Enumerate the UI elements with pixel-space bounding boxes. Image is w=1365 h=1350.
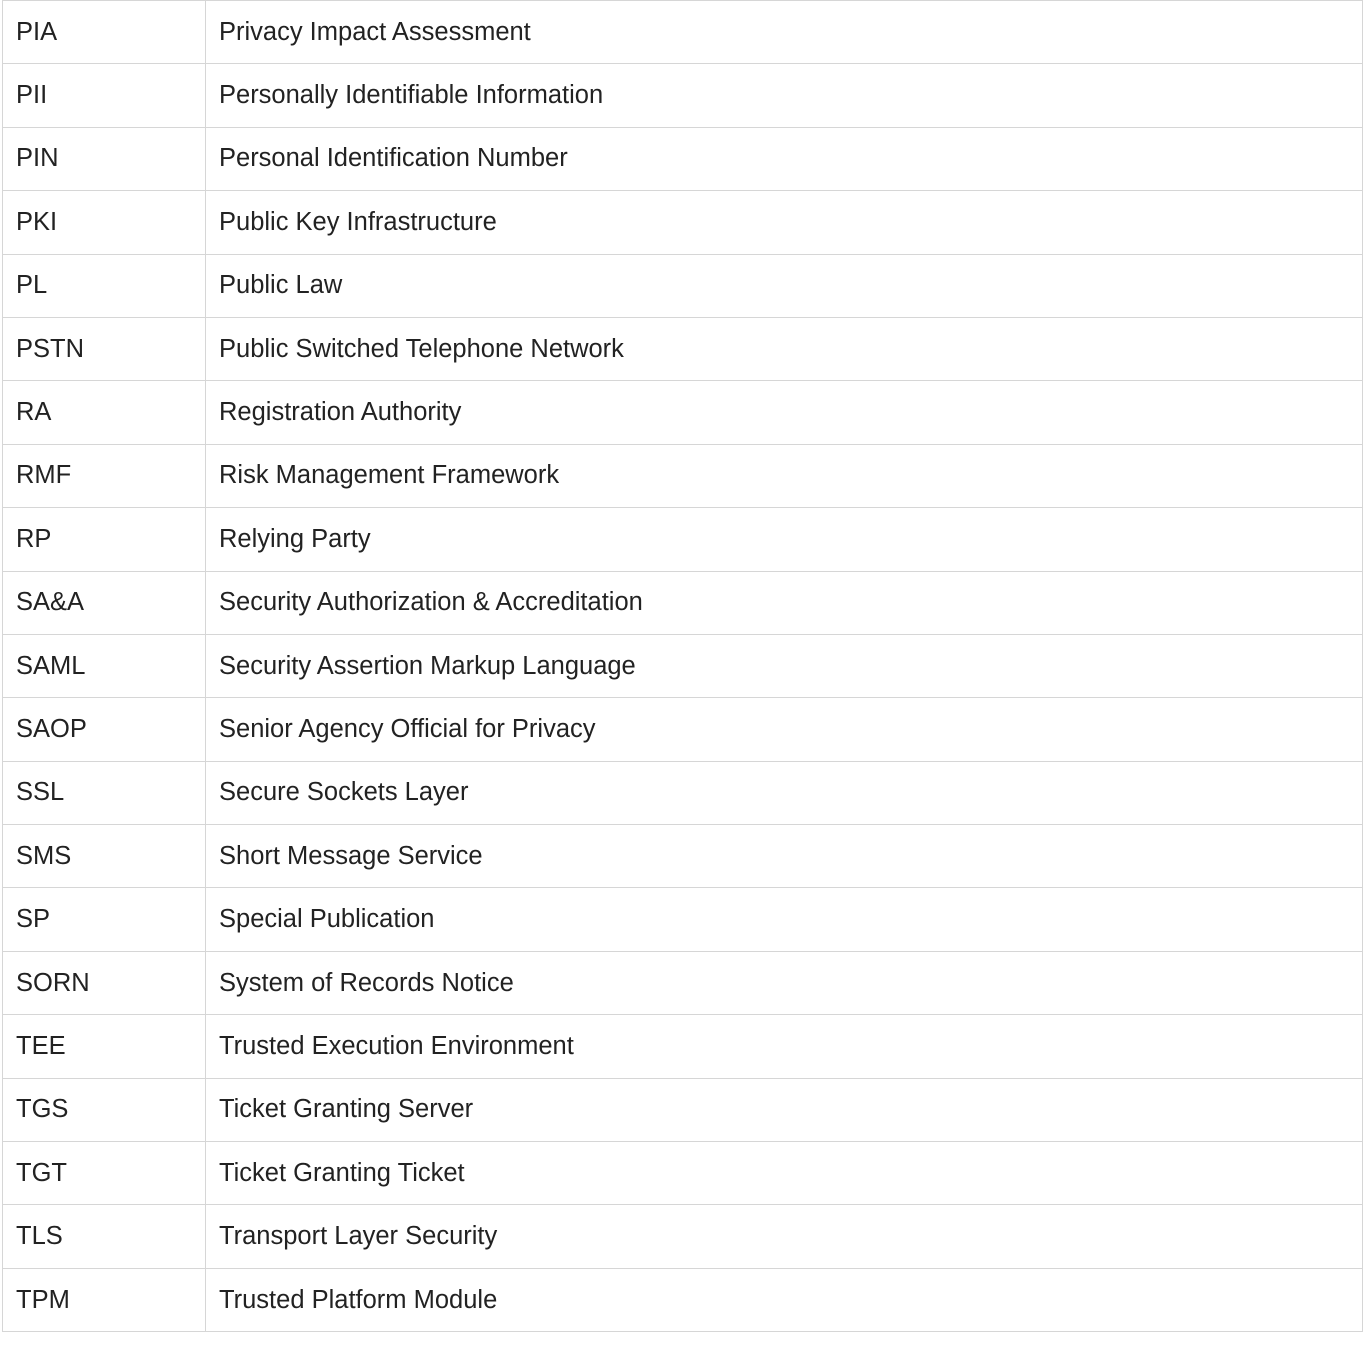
acronym-cell: PL — [3, 254, 206, 317]
table-row — [3, 1, 1363, 64]
table-row — [3, 1205, 1363, 1268]
acronym-cell: TLS — [3, 1205, 206, 1268]
table-row — [3, 761, 1363, 824]
table-row — [3, 698, 1363, 761]
definition-cell: Public Switched Telephone Network — [206, 317, 1363, 380]
table-row — [3, 1015, 1363, 1078]
acronym-cell: SMS — [3, 825, 206, 888]
table-row — [3, 127, 1363, 190]
definition-cell: Special Publication — [206, 888, 1363, 951]
table-row — [3, 1078, 1363, 1141]
acronym-cell: SSL — [3, 761, 206, 824]
acronym-cell: PSTN — [3, 317, 206, 380]
definition-cell: Senior Agency Official for Privacy — [206, 698, 1363, 761]
table-row — [3, 888, 1363, 951]
table-row — [3, 64, 1363, 127]
acronym-cell: PIN — [3, 127, 206, 190]
definition-cell: Trusted Execution Environment — [206, 1015, 1363, 1078]
acronym-cell: RP — [3, 508, 206, 571]
definition-cell: Personal Identification Number — [206, 127, 1363, 190]
acronym-table — [2, 0, 1363, 1332]
definition-cell: Ticket Granting Server — [206, 1078, 1363, 1141]
table-row — [3, 508, 1363, 571]
definition-cell: Ticket Granting Ticket — [206, 1142, 1363, 1205]
table-row — [3, 254, 1363, 317]
definition-cell: Privacy Impact Assessment — [206, 1, 1363, 64]
definition-cell: Security Assertion Markup Language — [206, 634, 1363, 697]
acronym-table-container — [2, 0, 1363, 1332]
definition-cell: Secure Sockets Layer — [206, 761, 1363, 824]
definition-cell: Personally Identifiable Information — [206, 64, 1363, 127]
acronym-cell: PII — [3, 64, 206, 127]
table-row — [3, 1142, 1363, 1205]
table-row — [3, 317, 1363, 380]
acronym-cell: SA&A — [3, 571, 206, 634]
acronym-cell: TPM — [3, 1268, 206, 1331]
table-row — [3, 381, 1363, 444]
table-row — [3, 825, 1363, 888]
acronym-cell: TGS — [3, 1078, 206, 1141]
acronym-cell: RMF — [3, 444, 206, 507]
definition-cell: Relying Party — [206, 508, 1363, 571]
table-row — [3, 191, 1363, 254]
definition-cell: Public Key Infrastructure — [206, 191, 1363, 254]
definition-cell: Short Message Service — [206, 825, 1363, 888]
table-row — [3, 634, 1363, 697]
acronym-cell: TEE — [3, 1015, 206, 1078]
acronym-cell: SORN — [3, 951, 206, 1014]
definition-cell: Registration Authority — [206, 381, 1363, 444]
table-row — [3, 951, 1363, 1014]
acronym-cell: PIA — [3, 1, 206, 64]
definition-cell: Security Authorization & Accreditation — [206, 571, 1363, 634]
acronym-cell: PKI — [3, 191, 206, 254]
acronym-cell: TGT — [3, 1142, 206, 1205]
definition-cell: Public Law — [206, 254, 1363, 317]
definition-cell: Trusted Platform Module — [206, 1268, 1363, 1331]
acronym-cell: SAOP — [3, 698, 206, 761]
acronym-cell: SP — [3, 888, 206, 951]
table-row — [3, 571, 1363, 634]
acronym-table-body — [3, 1, 1363, 1332]
definition-cell: Transport Layer Security — [206, 1205, 1363, 1268]
table-row — [3, 444, 1363, 507]
definition-cell: System of Records Notice — [206, 951, 1363, 1014]
table-row — [3, 1268, 1363, 1331]
definition-cell: Risk Management Framework — [206, 444, 1363, 507]
acronym-cell: RA — [3, 381, 206, 444]
acronym-cell: SAML — [3, 634, 206, 697]
